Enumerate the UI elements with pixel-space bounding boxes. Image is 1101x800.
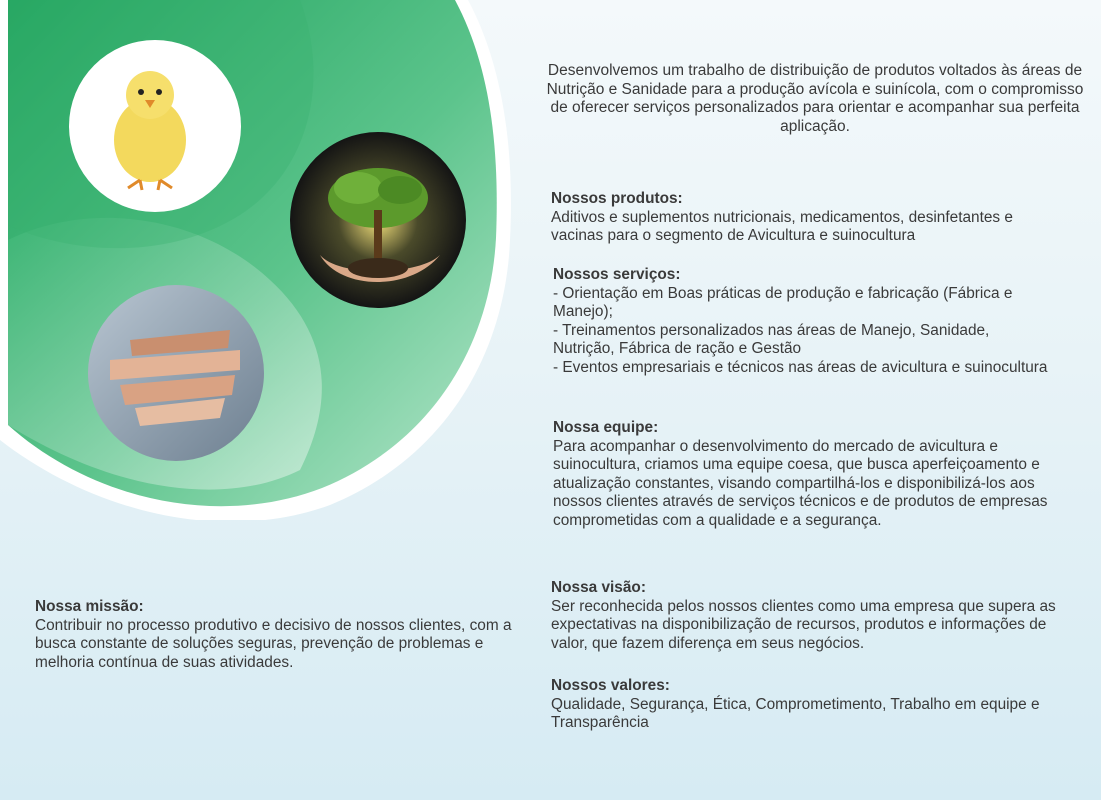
section-produtos (551, 190, 1051, 246)
produtos-text: Aditivos e suplementos nutricionais, medicamentos, desinfetantes e vacinas para o segmento de Avicultura e suinocultura (551, 208, 1013, 244)
equipe-text: Para acompanhar o desenvolvimento do mercado de avicultura e suinocultura, criamos uma equipe coesa, que busca aperfeiçoamento e atualização constantes, visando compartilhá-los e disponibilizá-los aos nossos clientes através de serviços técnicos e de produtos de empresas comprometidas com a qualidade e a segurança. (553, 437, 1048, 529)
equipe-heading: Nossa equipe: (553, 419, 659, 436)
servicos-item: - Eventos empresariais e técnicos nas áreas de avicultura e suinocultura (553, 358, 1048, 376)
section-valores (551, 677, 1051, 733)
visao-text: Ser reconhecida pelos nossos clientes como uma empresa que supera as expectativas na disponibilização de recursos, produtos e informações de valor, que fazem diferença em seus negócios. (551, 597, 1056, 652)
stacked-hands-photo (88, 285, 264, 461)
valores-text: Qualidade, Segurança, Ética, Comprometimento, Trabalho em equipe e Transparência (551, 695, 1040, 731)
servicos-item: - Orientação em Boas práticas de produção e fabricação (Fábrica e Manejo); (553, 284, 1013, 320)
valores-heading: Nossos valores: (551, 677, 670, 694)
section-equipe (553, 419, 1073, 530)
servicos-item: - Treinamentos personalizados nas áreas de Manejo, Sanidade, Nutrição, Fábrica de ração e Gestão (553, 321, 990, 357)
intro-text: Desenvolvemos um trabalho de distribuição de produtos voltados às áreas de Nutrição e Sanidade para a produção avícola e suinícola, com o compromisso de oferecer serviços personalizados para orientar e acompanhar sua perfeita aplicação. (546, 62, 1084, 135)
section-servicos (553, 266, 1053, 377)
visao-heading: Nossa visão: (551, 579, 646, 596)
chick-photo (69, 40, 241, 212)
produtos-heading: Nossos produtos: (551, 190, 683, 207)
servicos-heading: Nossos serviços: (553, 266, 681, 283)
missao-text: Contribuir no processo produtivo e decisivo de nossos clientes, com a busca constante de soluções seguras, prevenção de problemas e melhoria contínua de suas atividades. (35, 616, 512, 671)
decorative-green-artwork (0, 0, 520, 520)
tree-in-hands-photo (290, 132, 466, 308)
section-visao (551, 579, 1061, 653)
missao-heading: Nossa missão: (35, 598, 144, 615)
section-missao (35, 598, 515, 672)
